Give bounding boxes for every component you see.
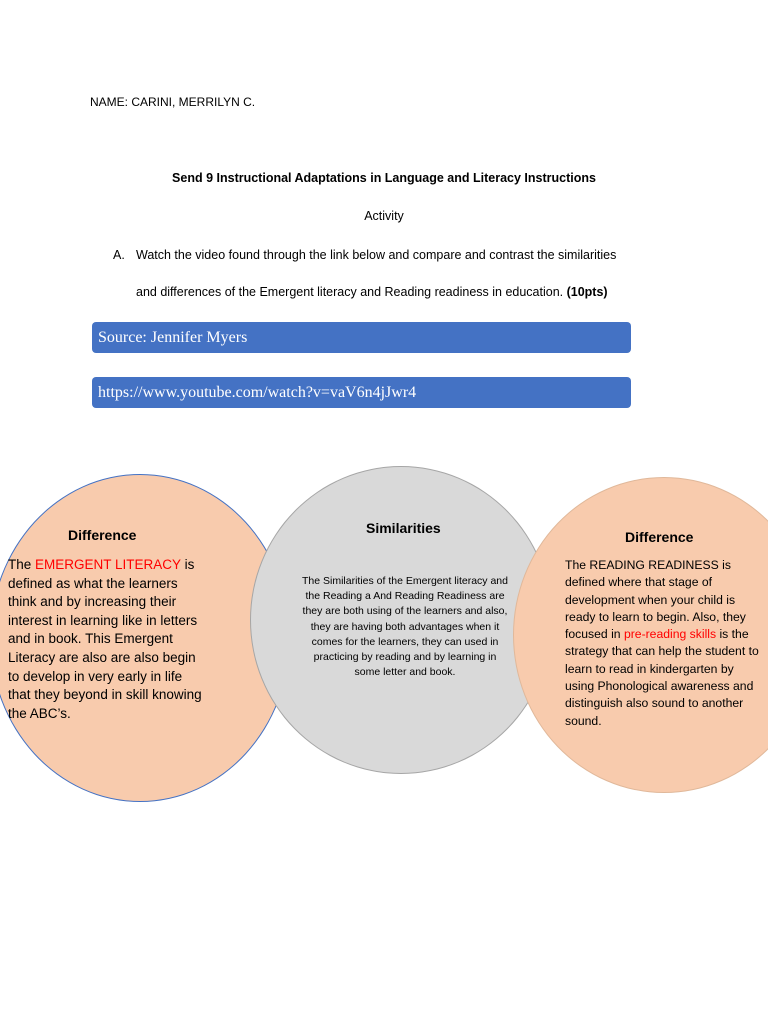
instruction-line-2 [136,285,608,299]
student-name: NAME: CARINI, MERRILYN C. [90,95,256,109]
instruction-points: (10pts) [566,285,608,299]
left-body-text: is defined as what the learners think and by increasing their interest in learning like in letters and in book. This Emergent Literacy are also are also begin to develop in very early in life that they beyond in skill knowing the ABC’s. [8,557,202,721]
source-bar: Source: Jennifer Myers [92,322,631,353]
instruction-letter: A. [113,248,125,262]
left-prefix: The [8,557,36,572]
instruction-line-1: Watch the video found through the link below and compare and contrast the similarities [136,248,617,262]
document-title: Send 9 Instructional Adaptations in Language and Literacy Instructions [172,171,596,185]
left-difference-text [8,556,203,723]
similarities-text: The Similarities of the Emergent literacy and the Reading a And Reading Readiness are they are both using of the learners and also, they are having both advantages when it comes for the learners, they can used in practicing by reading and by learning in some letter and book. [301,575,508,679]
left-difference-heading: Difference [68,527,137,543]
right-body-before: The READING READINESS is defined where that stage of development when your child is ready to learn to begin. Also, they focused in [565,558,746,642]
video-link-bar[interactable]: https://www.youtube.com/watch?v=vaV6n4jJwr4 [92,377,631,408]
emergent-literacy-highlight: EMERGENT LITERACY [35,557,181,572]
activity-label: Activity [364,209,404,223]
right-body-after: is the strategy that can help the student to learn to read in kindergarten by using Phonological awareness and distinguish also sound to another sound. [565,627,759,728]
similarities-heading: Similarities [366,520,441,536]
instruction-line-2-text: and differences of the Emergent literacy and Reading readiness in education. [136,285,564,299]
pre-reading-skills-highlight: pre-reading skills [623,627,717,642]
right-difference-heading: Difference [625,529,694,545]
right-difference-text [565,557,760,730]
